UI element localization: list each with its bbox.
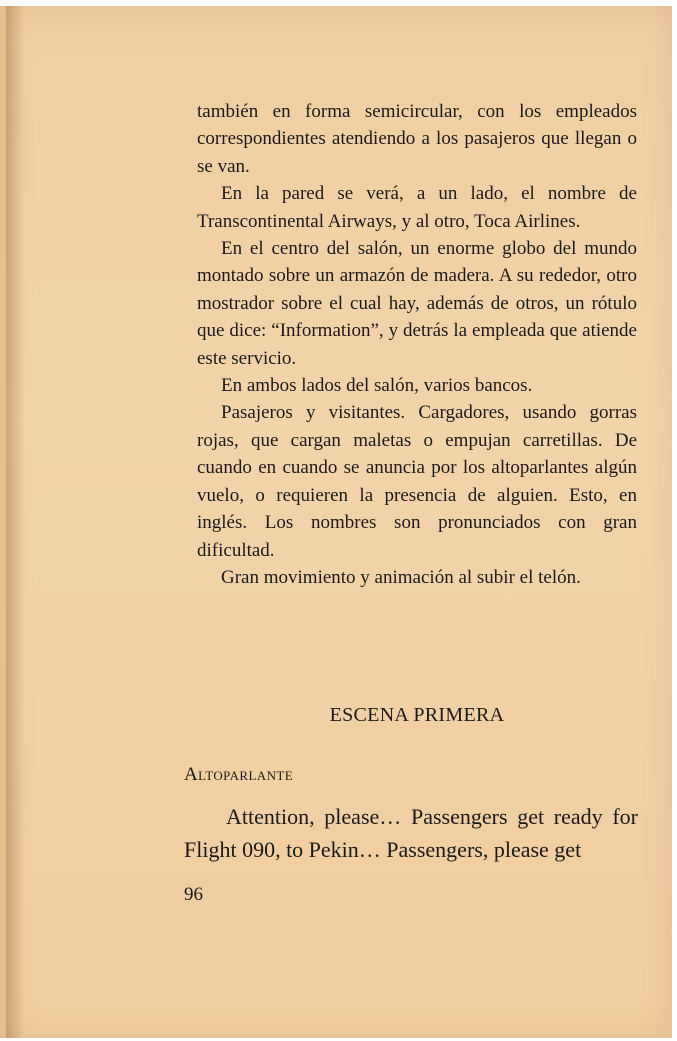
- stage-direction-paragraph: también en forma semicircular, con los empleados correspondientes atendiendo a los pasajeros que llegan o se van.: [197, 101, 637, 177]
- dialogue-line: Attention, please… Passengers get ready for Flight 090, to Pekin… Passengers, please get: [184, 804, 638, 862]
- page-number: 96: [184, 884, 203, 905]
- scene-title: ESCENA PRIMERA: [329, 704, 505, 726]
- page-edge-shadow: [6, 6, 24, 1038]
- stage-directions: [197, 98, 637, 591]
- stage-direction-paragraph: En el centro del salón, un enorme globo del mundo montado sobre un armazón de madera. A su rededor, otro mostrador sobre el cual hay, además de otros, un rótulo que dice: “Information”, y detrás la empleada que atiende este servicio.: [197, 238, 637, 369]
- speaker-name: Altoparlante: [184, 764, 294, 785]
- stage-direction-paragraph: Pasajeros y visitantes. Cargadores, usando gorras rojas, que cargan maletas o empujan carretillas. De cuando en cuando se anuncia por los altoparlantes algún vuelo, o requieren la presencia de alguien. Esto, en inglés. Los nombres son pronunciados con gran dificultad.: [197, 402, 637, 561]
- stage-direction-paragraph: En la pared se verá, a un lado, el nombre de Transcontinental Airways, y al otro, Toca Airlines.: [197, 183, 637, 232]
- stage-direction-paragraph: Gran movimiento y animación al subir el telón.: [221, 566, 581, 588]
- stage-direction-paragraph: En ambos lados del salón, varios bancos.: [221, 375, 533, 397]
